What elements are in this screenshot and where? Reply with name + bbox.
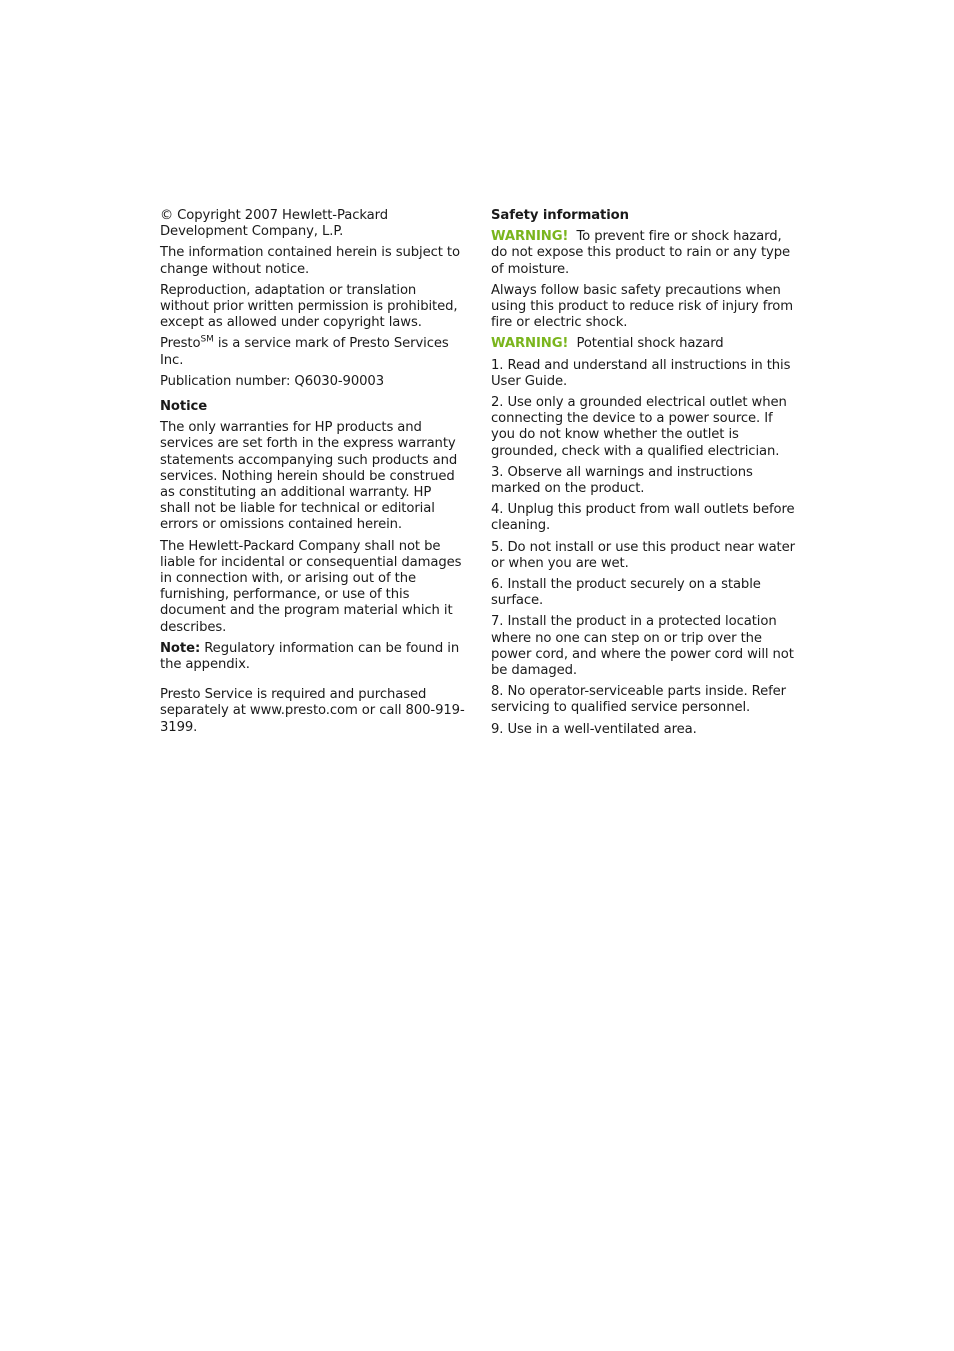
note-text: Regulatory information can be found in the appendix. [160,640,460,673]
copyright-text: © Copyright 2007 Hewlett-Packard Development Company, L.P. [160,208,388,240]
warning-fire-shock-text: To prevent fire or shock hazard, do not expose this product to rain or any type of moisture. [491,229,791,277]
liability-text: The Hewlett-Packard Company shall not be liable for incidental or consequential damages in connection with, or arising out of the furnishing, performance, or use of this document and the program material which it describes. [160,538,462,635]
safety-item: 7. Install the product in a protected location where no one can step on or trip over the power cord, and where the power cord will not be damaged. [491,614,794,679]
note-label: Note: [160,640,201,656]
safety-item: 8. No operator-serviceable parts inside. Refer servicing to qualified service personnel. [491,684,786,716]
publication-number: Publication number: Q6030-90003 [160,373,384,389]
safety-item: 6. Install the product securely on a stable surface. [491,577,761,609]
presto-trademark-text [160,336,465,368]
warning-shock-hazard-text: Potential shock hazard [576,336,724,352]
reproduction-text: Reproduction, adaptation or translation without prior written permission is prohibited, except as allowed under copyright laws. [160,282,458,331]
notice-heading: Notice [160,399,208,415]
warranty-text: The only warranties for HP products and services are set forth in the express warranty statements accompanying such products and services. Nothing herein should be construed as constituting an additional warranty. HP shall not be liable for technical or editorial errors or omissions contained herein. [160,420,458,533]
safety-item: 1. Read and understand all instructions in this User Guide. [491,357,791,389]
safety-item: 4. Unplug this product from wall outlets before cleaning. [491,502,795,534]
service-mark-sup: SM [200,335,214,346]
precautions-text: Always follow basic safety precautions when using this product to reduce risk of injury from fire or electric shock. [491,282,793,331]
safety-item: 9. Use in a well-ventilated area. [491,721,697,737]
presto-service-text: Presto Service is required and purchased separately at www.presto.com or call 800-919-3199. [160,687,465,735]
change-notice-text: The information contained herein is subject to change without notice. [160,245,460,277]
left-column [160,208,465,741]
warning-shock-hazard [491,336,799,352]
regulatory-note [160,641,465,673]
safety-item: 3. Observe all warnings and instructions marked on the product. [491,464,753,497]
warning-label: WARNING! [491,229,569,245]
presto-word: Presto [160,336,201,352]
warning-fire-shock [491,229,799,278]
safety-item: 2. Use only a grounded electrical outlet when connecting the device to a power source. If you do not know whether the outlet is grounded, check with a qualified electrician. [491,395,787,459]
warning-label: WARNING! [491,336,569,352]
safety-heading: Safety information [491,208,629,223]
safety-item: 5. Do not install or use this product near water or when you are wet. [491,539,795,571]
presto-trademark-rest: is a service mark of Presto Services Inc. [160,336,449,368]
right-column [491,208,799,743]
